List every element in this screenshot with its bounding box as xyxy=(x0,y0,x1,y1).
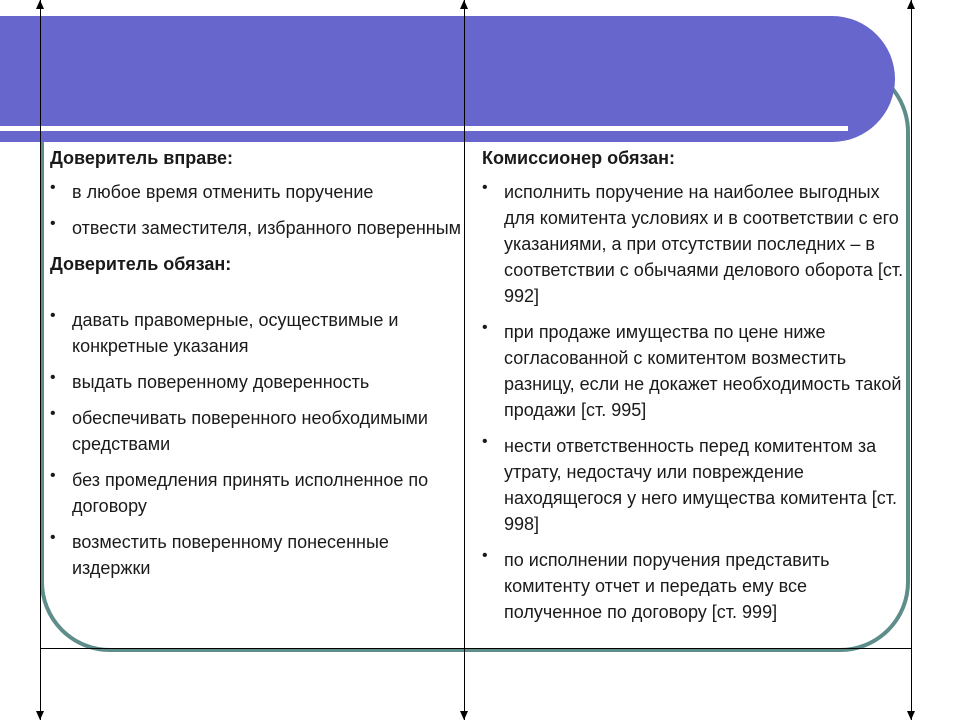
list-item: • выдать поверенному доверенность xyxy=(50,369,470,395)
commissioner-duties-list xyxy=(482,179,910,625)
list-item: • исполнить поручение на наиболее выгодных для комитента условиях и в соответствии с его указаниями, а при отсутствии последних – в соответствии с обычаями делового оборота [ст. 992] xyxy=(482,179,910,309)
list-item: • по исполнении поручения представить комитенту отчет и передать ему все полученное по договору [ст. 999] xyxy=(482,547,910,625)
list-item: • обеспечивать поверенного необходимыми средствами xyxy=(50,405,470,457)
arrow-down-icon xyxy=(907,711,915,720)
arrow-down-icon xyxy=(460,711,468,720)
list-item: • возместить поверенному понесенные издержки xyxy=(50,529,470,581)
guide-line-left xyxy=(40,0,41,720)
list-item: • при продаже имущества по цене ниже согласованной с комитентом возместить разницу, если не докажет необходимость такой продажи [ст. 995] xyxy=(482,319,910,423)
arrow-up-icon xyxy=(36,0,44,9)
list-item: • без промедления принять исполненное по договору xyxy=(50,467,470,519)
left-heading-duties: Доверитель обязан: xyxy=(50,254,232,274)
left-heading-rights: Доверитель вправе: xyxy=(50,148,234,168)
right-column xyxy=(482,145,910,625)
duties-list xyxy=(50,307,470,581)
list-item: • в любое время отменить поручение xyxy=(50,179,470,205)
guide-line-bottom xyxy=(40,648,912,649)
arrow-down-icon xyxy=(36,711,44,720)
right-heading: Комиссионер обязан: xyxy=(482,148,676,168)
list-item: • нести ответственность перед комитентом за утрату, недостачу или повреждение находящегося у него имущества комитента [ст. 998] xyxy=(482,433,910,537)
left-column xyxy=(50,145,470,581)
rights-list xyxy=(50,179,470,241)
arrow-up-icon xyxy=(907,0,915,9)
list-item: • давать правомерные, осуществимые и конкретные указания xyxy=(50,307,470,359)
list-item: • отвести заместителя, избранного поверенным xyxy=(50,215,470,241)
guide-line-right xyxy=(911,0,912,720)
title-bar xyxy=(0,16,895,142)
title-stripe xyxy=(0,126,848,131)
arrow-up-icon xyxy=(460,0,468,9)
